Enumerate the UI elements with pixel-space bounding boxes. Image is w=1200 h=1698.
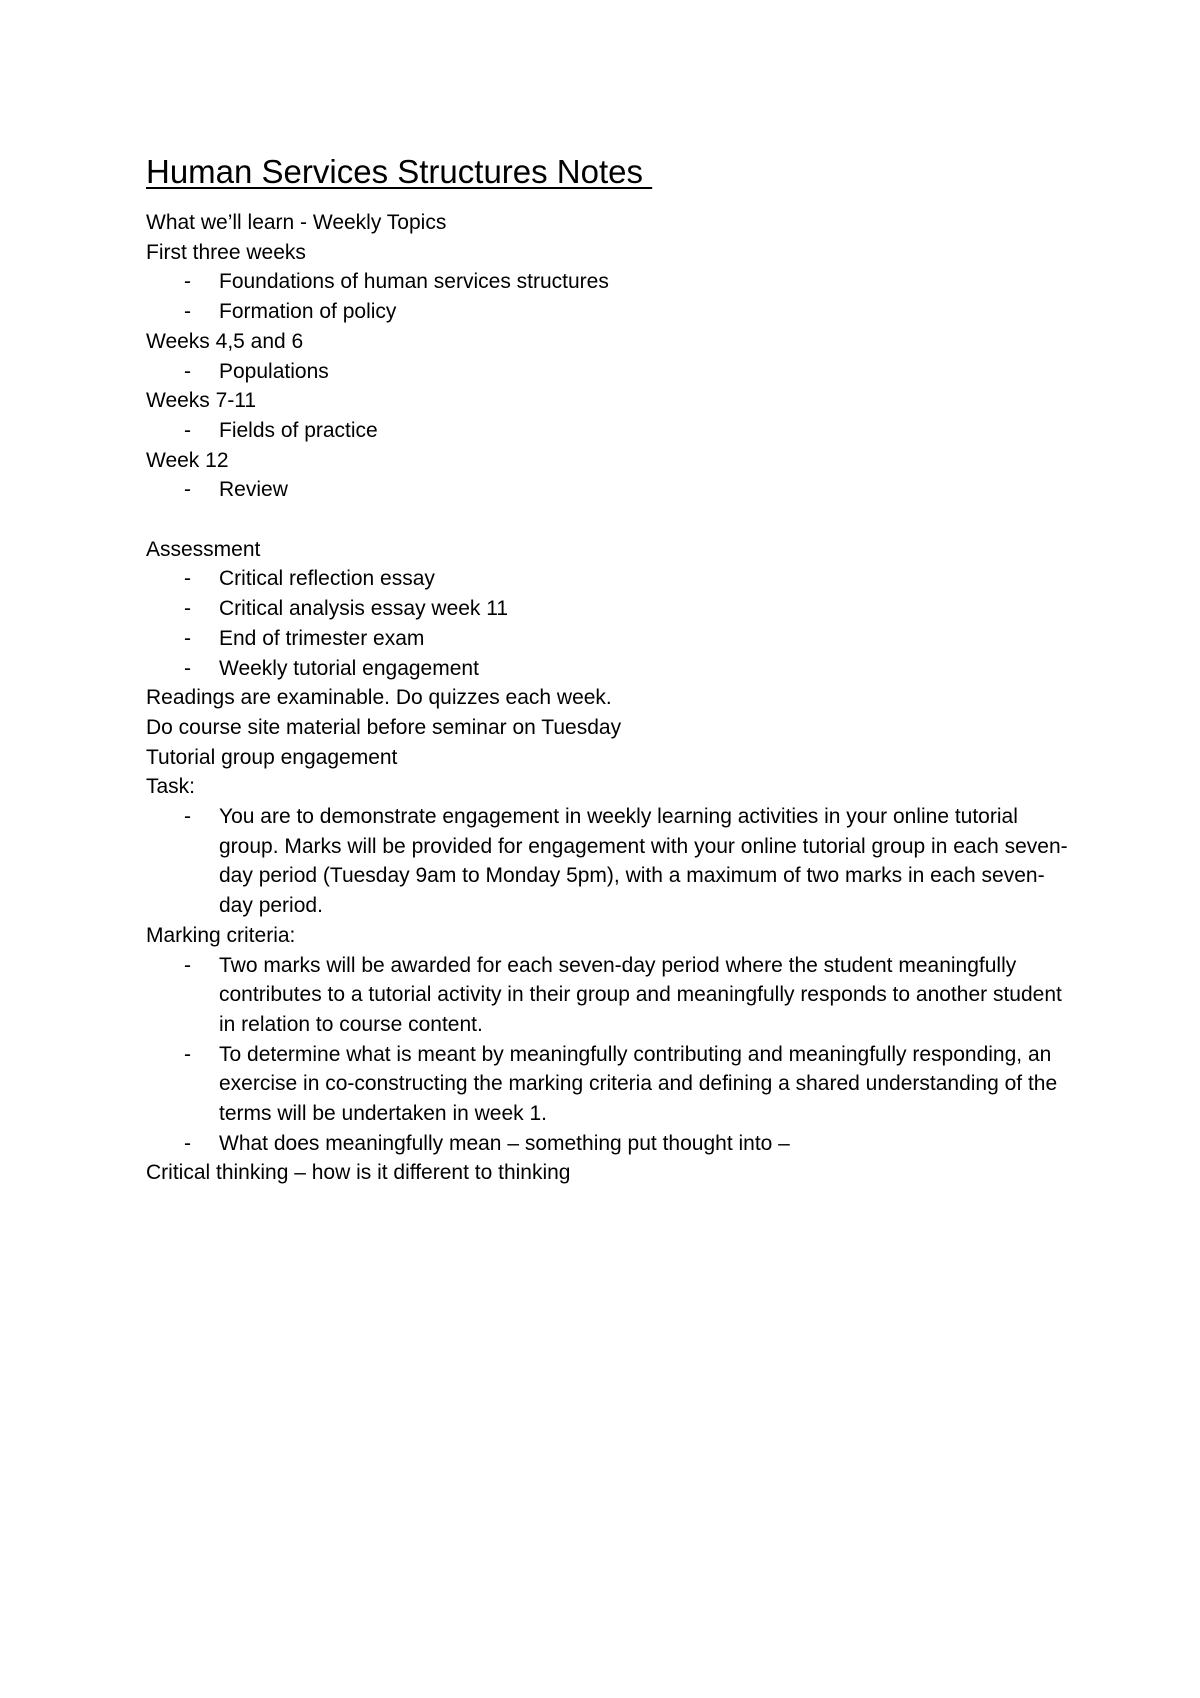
list-item-text: Fields of practice xyxy=(219,418,378,442)
dash-bullet: - xyxy=(184,567,191,591)
list-item-text: Formation of policy xyxy=(219,300,397,324)
dash-bullet: - xyxy=(184,418,191,442)
list-item-text: End of trimester exam xyxy=(219,626,425,650)
dash-bullet: - xyxy=(184,805,191,829)
group-list-weeks-4-5-6 xyxy=(146,357,1076,387)
marking-criteria-label: Marking criteria: xyxy=(146,923,296,947)
document-title: Human Services Structures Notes xyxy=(146,153,653,190)
dash-bullet: - xyxy=(184,478,191,502)
task-label: Task: xyxy=(146,775,196,799)
task-list xyxy=(146,802,1076,921)
list-item xyxy=(146,1040,1076,1129)
blank-line xyxy=(146,505,1076,535)
group-list-weeks-7-11 xyxy=(146,416,1076,446)
assessment-heading: Assessment xyxy=(146,537,261,561)
list-item xyxy=(146,416,1076,446)
list-item-text: You are to demonstrate engagement in weekly learning activities in your online tutorial group. Marks will be provided for engagement with your online tutorial group in each seven-day period (Tuesday 9am to Monday 5pm), with a maximum of two marks in each seven-day period. xyxy=(219,805,1068,918)
list-item xyxy=(146,297,1076,327)
dash-bullet: - xyxy=(184,359,191,383)
dash-bullet: - xyxy=(184,270,191,294)
list-item xyxy=(146,357,1076,387)
list-item xyxy=(146,1129,1076,1159)
list-item xyxy=(146,267,1076,297)
list-item xyxy=(146,475,1076,505)
assessment-list xyxy=(146,564,1076,683)
note-course-site: Do course site material before seminar on Tuesday xyxy=(146,715,622,739)
list-item-text: Populations xyxy=(219,359,329,383)
group-label-first-three-weeks: First three weeks xyxy=(146,240,306,264)
list-item-text: Critical analysis essay week 11 xyxy=(219,597,509,621)
list-item-text: Review xyxy=(219,478,288,502)
list-item xyxy=(146,564,1076,594)
dash-bullet: - xyxy=(184,300,191,324)
dash-bullet: - xyxy=(184,597,191,621)
group-label-weeks-4-5-6: Weeks 4,5 and 6 xyxy=(146,329,304,353)
list-item xyxy=(146,951,1076,1040)
list-item xyxy=(146,594,1076,624)
dash-bullet: - xyxy=(184,626,191,650)
group-list-first-three-weeks xyxy=(146,267,1076,326)
group-label-week-12: Week 12 xyxy=(146,448,229,472)
list-item xyxy=(146,654,1076,684)
marking-criteria-list xyxy=(146,951,1076,1159)
list-item-text: Weekly tutorial engagement xyxy=(219,656,479,680)
list-item-text: To determine what is meant by meaningfully contributing and meaningfully responding, an exercise in co-constructing the marking criteria and defining a shared understanding of the terms will be undertaken in week 1. xyxy=(219,1042,1058,1126)
dash-bullet: - xyxy=(184,953,191,977)
closing-line: Critical thinking – how is it different to thinking xyxy=(146,1161,571,1185)
note-tutorial-engagement: Tutorial group engagement xyxy=(146,745,398,769)
list-item xyxy=(146,624,1076,654)
list-item-text: What does meaningfully mean – something put thought into – xyxy=(219,1131,790,1155)
weekly-topics-heading: What we’ll learn - Weekly Topics xyxy=(146,211,447,234)
list-item-text: Two marks will be awarded for each seven-day period where the student meaningfully contributes to a tutorial activity in their group and meaningfully responds to another student in relation to course content. xyxy=(219,953,1062,1036)
list-item-text: Critical reflection essay xyxy=(219,567,435,591)
group-list-week-12 xyxy=(146,475,1076,505)
list-item-text: Foundations of human services structures xyxy=(219,270,609,294)
dash-bullet: - xyxy=(184,656,191,680)
dash-bullet: - xyxy=(184,1042,191,1066)
group-label-weeks-7-11: Weeks 7-11 xyxy=(146,389,257,413)
document-body xyxy=(146,150,1076,1188)
list-item xyxy=(146,802,1076,921)
note-readings: Readings are examinable. Do quizzes each week. xyxy=(146,686,612,710)
dash-bullet: - xyxy=(184,1131,191,1155)
